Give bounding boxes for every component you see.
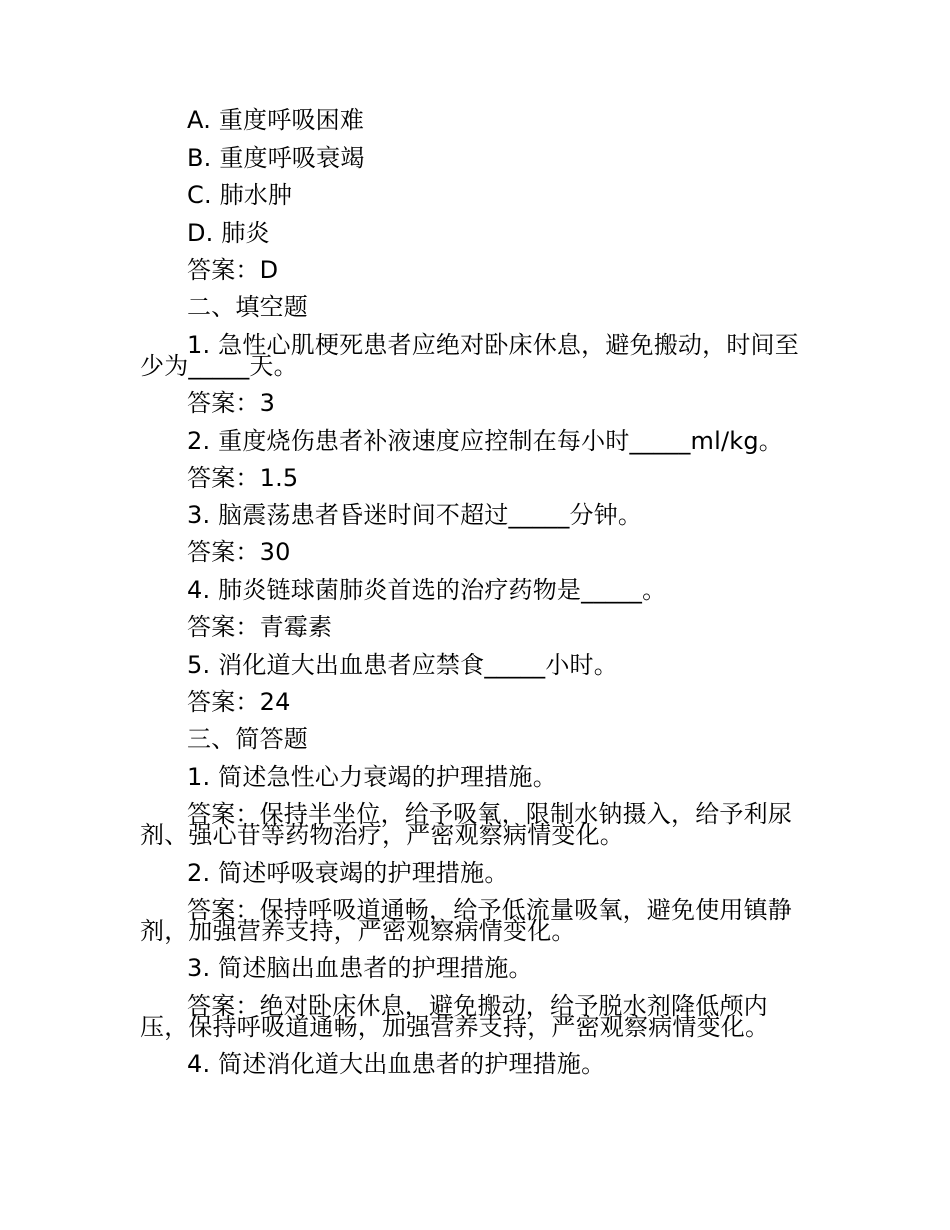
fill-answer-5: 答案：24 <box>187 688 291 716</box>
short-question-4: 4. 简述消化道大出血患者的护理措施。 <box>187 1050 606 1078</box>
fill-question-4: 4. 肺炎链球菌肺炎首选的治疗药物是_____。 <box>187 576 667 604</box>
short-question-1: 1. 简述急性心力衰竭的护理措施。 <box>187 763 557 791</box>
choice-answer: 答案：D <box>187 256 279 284</box>
choice-option-d: D. 肺炎 <box>187 219 270 247</box>
fill-answer-1: 答案：3 <box>187 389 276 417</box>
fill-question-2: 2. 重度烧伤患者补液速度应控制在每小时_____ml/kg。 <box>187 427 783 455</box>
fill-section-heading: 二、填空题 <box>187 293 308 321</box>
fill-answer-2: 答案：1.5 <box>187 464 299 492</box>
choice-option-b: B. 重度呼吸衰竭 <box>187 144 365 172</box>
short-answer-2-line2: 剂，加强营养支持，严密观察病情变化。 <box>140 917 576 945</box>
fill-answer-4: 答案：青霉素 <box>187 613 333 641</box>
fill-question-3: 3. 脑震荡患者昏迷时间不超过_____分钟。 <box>187 501 643 529</box>
short-question-3: 3. 简述脑出血患者的护理措施。 <box>187 954 533 982</box>
short-answer-1-line1: 答案：保持半坐位，给予吸氧，限制水钠摄入，给予利尿 <box>187 800 792 828</box>
fill-question-1-line2: 少为_____天。 <box>140 352 298 380</box>
short-answer-3-line2: 压，保持呼吸道通畅，加强营养支持，严密观察病情变化。 <box>140 1013 770 1041</box>
short-section-heading: 三、简答题 <box>187 725 308 753</box>
short-answer-1-line2: 剂、强心苷等药物治疗，严密观察病情变化。 <box>140 821 624 849</box>
short-question-2: 2. 简述呼吸衰竭的护理措施。 <box>187 859 509 887</box>
fill-answer-3: 答案：30 <box>187 538 291 566</box>
choice-option-a: A. 重度呼吸困难 <box>187 106 365 134</box>
fill-question-5: 5. 消化道大出血患者应禁食_____小时。 <box>187 651 618 679</box>
short-answer-2-line1: 答案：保持呼吸道通畅，给予低流量吸氧，避免使用镇静 <box>187 896 792 924</box>
fill-question-1-line1: 1. 急性心肌梗死患者应绝对卧床休息，避免搬动，时间至 <box>187 331 799 359</box>
short-answer-3-line1: 答案：绝对卧床休息，避免搬动，给予脱水剂降低颅内 <box>187 992 768 1020</box>
choice-option-c: C. 肺水肿 <box>187 181 293 209</box>
